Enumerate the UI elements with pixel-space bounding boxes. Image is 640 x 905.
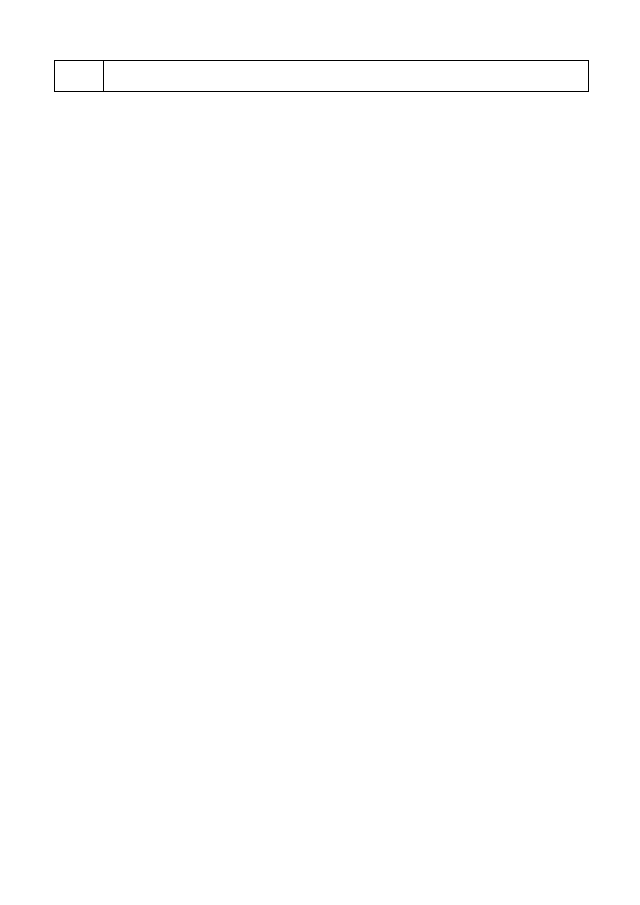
tariff-table <box>54 60 589 92</box>
section-number <box>55 61 104 92</box>
table-section-header <box>55 61 589 92</box>
section-title <box>104 61 589 92</box>
tariff-document <box>54 60 588 92</box>
footnotes <box>54 546 588 559</box>
